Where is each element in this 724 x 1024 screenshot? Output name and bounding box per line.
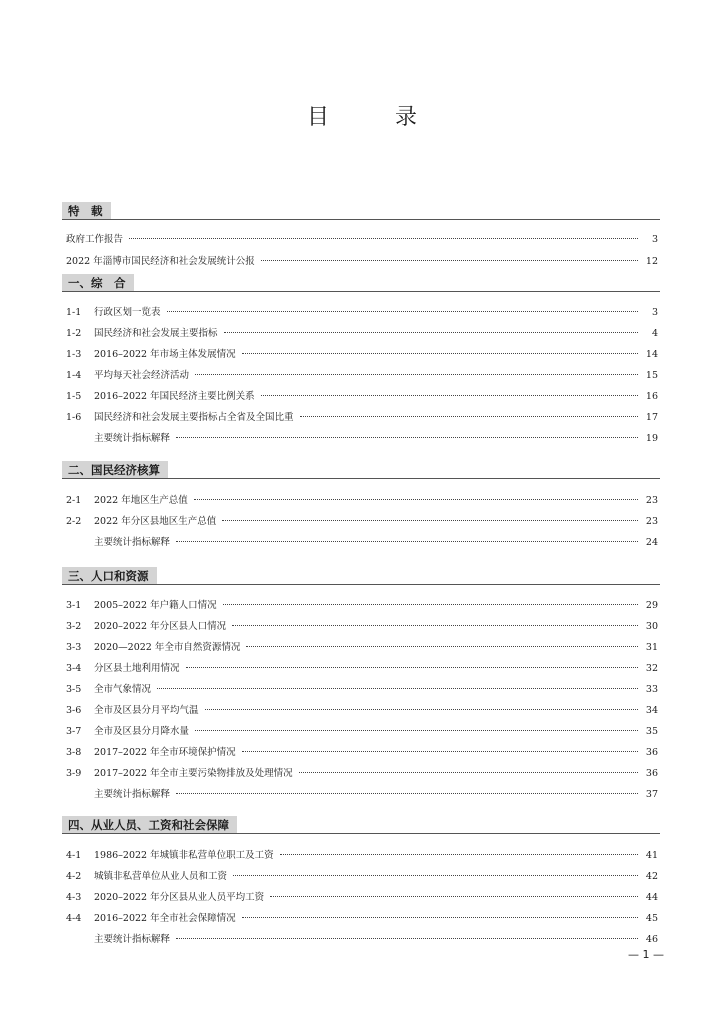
entry-page: 16: [645, 391, 658, 402]
entry-code: 1-4: [66, 370, 82, 381]
entry-page: 3: [651, 307, 658, 318]
toc-entry[interactable]: [66, 703, 658, 719]
toc-entry[interactable]: [66, 598, 658, 614]
entry-code: 4-3: [66, 892, 82, 903]
entry-page: 29: [645, 600, 658, 611]
dot-leader: [261, 260, 638, 261]
entry-label: 政府工作报告: [66, 234, 124, 245]
entry-label: 城镇非私营单位从业人员和工资: [94, 871, 228, 882]
dot-leader: [222, 520, 638, 521]
entry-page: 33: [645, 684, 658, 695]
entry-label: 主要统计指标解释: [94, 934, 171, 945]
toc-entry[interactable]: [66, 745, 658, 761]
entry-label: 2020–2022 年分区县从业人员平均工资: [94, 892, 265, 903]
entry-page: 4: [651, 328, 658, 339]
section-header-national-accounts: 二、国民经济核算: [62, 461, 168, 479]
section-rule: [62, 219, 660, 220]
entry-page: 23: [645, 516, 658, 527]
entry-page: 30: [645, 621, 658, 632]
entry-code: 3-7: [66, 726, 82, 737]
toc-entry[interactable]: [66, 326, 658, 342]
entry-page: 42: [645, 871, 658, 882]
dot-leader: [233, 875, 638, 876]
toc-entry[interactable]: [66, 493, 658, 509]
section-header-population-resources: 三、人口和资源: [62, 567, 157, 585]
toc-entry[interactable]: [66, 848, 658, 864]
entry-code: 3-4: [66, 663, 82, 674]
entry-code: 3-2: [66, 621, 82, 632]
entry-code: 2-1: [66, 495, 82, 506]
entry-label: 分区县土地利用情况: [94, 663, 180, 674]
dot-leader: [224, 332, 638, 333]
toc-entry[interactable]: [66, 254, 658, 270]
section-header-employment-wages: 四、从业人员、工资和社会保障: [62, 816, 237, 834]
section-rule: [62, 584, 660, 585]
entry-code: 1-1: [66, 307, 82, 318]
toc-entry[interactable]: [66, 368, 658, 384]
toc-entry[interactable]: [66, 410, 658, 426]
dot-leader: [242, 917, 638, 918]
toc-entry[interactable]: [66, 682, 658, 698]
dot-leader: [186, 667, 638, 668]
dot-leader: [270, 896, 638, 897]
entry-label: 2022 年地区生产总值: [94, 495, 188, 506]
page-title: 目 录: [306, 105, 439, 130]
entry-code: 3-6: [66, 705, 82, 716]
toc-entry[interactable]: [66, 389, 658, 405]
dot-leader: [246, 646, 638, 647]
entry-page: 3: [651, 234, 658, 245]
entry-label: 全市气象情况: [94, 684, 152, 695]
entry-code: 1-3: [66, 349, 82, 360]
entry-label: 主要统计指标解释: [94, 433, 171, 444]
entry-label: 国民经济和社会发展主要指标: [94, 328, 218, 339]
toc-entry[interactable]: [66, 724, 658, 740]
entry-page: 31: [645, 642, 658, 653]
dot-leader: [176, 541, 638, 542]
toc-entry[interactable]: [66, 431, 658, 447]
entry-label: 2016–2022 年市场主体发展情况: [94, 349, 236, 360]
entry-label: 2016–2022 年国民经济主要比例关系: [94, 391, 255, 402]
entry-page: 44: [645, 892, 658, 903]
dot-leader: [232, 625, 638, 626]
dot-leader: [205, 709, 638, 710]
entry-page: 23: [645, 495, 658, 506]
entry-label: 1986–2022 年城镇非私营单位职工及工资: [94, 850, 274, 861]
entry-code: 1-5: [66, 391, 82, 402]
entry-page: 37: [645, 789, 658, 800]
toc-entry[interactable]: [66, 347, 658, 363]
dot-leader: [194, 499, 638, 500]
toc-entry[interactable]: [66, 787, 658, 803]
entry-page: 41: [645, 850, 658, 861]
entry-page: 17: [645, 412, 658, 423]
entry-label: 平均每天社会经济活动: [94, 370, 190, 381]
entry-label: 2016–2022 年全市社会保障情况: [94, 913, 236, 924]
entry-label: 全市及区县分月平均气温: [94, 705, 199, 716]
entry-page: 36: [645, 747, 658, 758]
toc-entry[interactable]: [66, 640, 658, 656]
entry-code: 2-2: [66, 516, 82, 527]
dot-leader: [223, 604, 638, 605]
section-header-special: 特 载: [62, 202, 111, 220]
entry-label: 2017–2022 年全市主要污染物排放及处理情况: [94, 768, 293, 779]
toc-entry[interactable]: [66, 932, 658, 948]
toc-entry[interactable]: [66, 535, 658, 551]
entry-label: 行政区划一览表: [94, 307, 161, 318]
entry-label: 2020—2022 年全市自然资源情况: [94, 642, 241, 653]
entry-page: 34: [645, 705, 658, 716]
entry-page: 45: [645, 913, 658, 924]
section-rule: [62, 833, 660, 834]
entry-label: 主要统计指标解释: [94, 789, 171, 800]
entry-label: 2022 年分区县地区生产总值: [94, 516, 217, 527]
toc-entry[interactable]: [66, 305, 658, 321]
dot-leader: [299, 772, 638, 773]
toc-entry[interactable]: [66, 869, 658, 885]
dot-leader: [129, 238, 638, 239]
toc-entry[interactable]: [66, 766, 658, 782]
dot-leader: [300, 416, 638, 417]
entry-page: 24: [645, 537, 658, 548]
entry-code: 4-4: [66, 913, 82, 924]
toc-entry[interactable]: [66, 232, 658, 248]
toc-entry[interactable]: [66, 514, 658, 530]
page-number: — 1 —: [628, 948, 664, 961]
entry-code: 3-5: [66, 684, 82, 695]
dot-leader: [167, 311, 638, 312]
entry-page: 46: [645, 934, 658, 945]
toc-entry[interactable]: [66, 661, 658, 677]
dot-leader: [195, 374, 638, 375]
section-header-general: 一、综 合: [62, 274, 134, 292]
entry-label: 2020–2022 年分区县人口情况: [94, 621, 227, 632]
entry-code: 1-2: [66, 328, 82, 339]
toc-entry[interactable]: [66, 911, 658, 927]
entry-code: 3-8: [66, 747, 82, 758]
toc-entry[interactable]: [66, 890, 658, 906]
dot-leader: [242, 751, 638, 752]
dot-leader: [176, 793, 638, 794]
dot-leader: [176, 938, 638, 939]
entry-page: 36: [645, 768, 658, 779]
toc-entry[interactable]: [66, 619, 658, 635]
entry-code: 1-6: [66, 412, 82, 423]
dot-leader: [157, 688, 638, 689]
dot-leader: [195, 730, 638, 731]
entry-page: 12: [645, 256, 658, 267]
entry-label: 国民经济和社会发展主要指标占全省及全国比重: [94, 412, 294, 423]
dot-leader: [261, 395, 638, 396]
section-rule: [62, 291, 660, 292]
entry-code: 3-1: [66, 600, 82, 611]
entry-page: 19: [645, 433, 658, 444]
entry-code: 3-9: [66, 768, 82, 779]
entry-label: 全市及区县分月降水量: [94, 726, 190, 737]
entry-label: 2022 年淄博市国民经济和社会发展统计公报: [66, 256, 255, 267]
entry-code: 3-3: [66, 642, 82, 653]
entry-label: 2005–2022 年户籍人口情况: [94, 600, 217, 611]
entry-page: 15: [645, 370, 658, 381]
dot-leader: [242, 353, 638, 354]
entry-code: 4-2: [66, 871, 82, 882]
dot-leader: [280, 854, 638, 855]
entry-code: 4-1: [66, 850, 82, 861]
entry-page: 14: [645, 349, 658, 360]
entry-label: 2017–2022 年全市环境保护情况: [94, 747, 236, 758]
dot-leader: [176, 437, 638, 438]
entry-label: 主要统计指标解释: [94, 537, 171, 548]
entry-page: 32: [645, 663, 658, 674]
entry-page: 35: [645, 726, 658, 737]
section-rule: [62, 478, 660, 479]
